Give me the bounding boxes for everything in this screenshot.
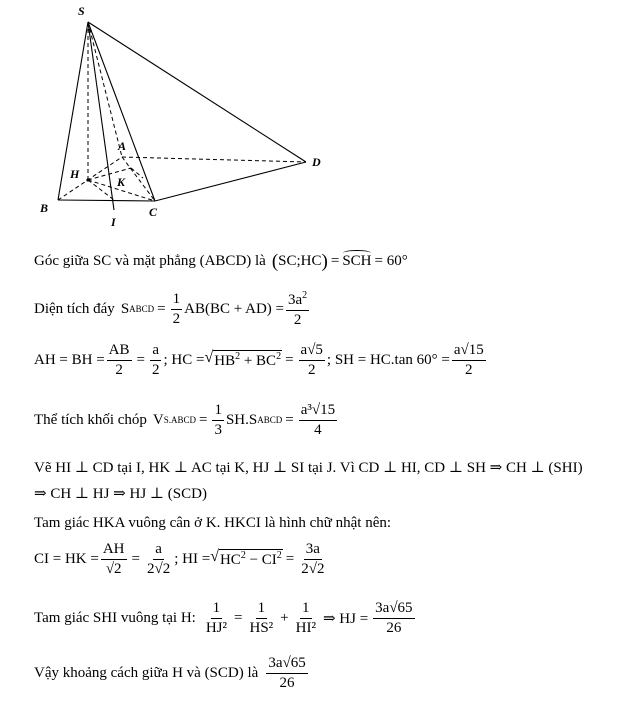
angle-value: = 60° <box>374 253 408 269</box>
segment-SI <box>88 22 114 210</box>
frac-ah-root2: $\frac{AH}{√2}$ <box>102 541 125 577</box>
frac-sh-value: $\frac{a√15}{2}$ <box>453 342 484 378</box>
frac-third: $\frac{1}{3}$ <box>214 402 222 438</box>
frac-volume-result: $\frac{\text{a³√15}}{4}$ <box>300 402 336 438</box>
frac-hj-value: $\frac{3a√65}{26}$ <box>375 600 413 636</box>
label-I: I <box>111 215 116 229</box>
label-B: B <box>40 201 49 215</box>
line-implication: ⇒ CH ⊥ HJ ⇒ HJ ⊥ (SCD) <box>34 486 207 502</box>
line-ci-hi: CI = HK = $\frac{AH}{√2}$ = $\frac{a}{2√2}$ ; HI = √ $HC^2 - CI^2$ = $\frac{3a}{2√2}$ <box>34 541 325 577</box>
volume-text: Thể tích khối chóp <box>34 411 147 428</box>
line-volume: Thể tích khối chóp V S.ABCD = $\frac{1}{3}$ SH.S ABCD = $\frac{\text{a³√15}}{4}$ <box>34 402 336 438</box>
frac-a-2root2: $\frac{a}{2√2}$ <box>146 541 171 577</box>
line-lengths: AH = BH = $\frac{AB}{2}$ = $\frac{a}{2}$ ; HC = √ $HB^2 + BC^2$ = $\frac{a√5}{2}$ ; SH = HC.tan 60° = $\frac{a√15}{2}$ <box>34 342 484 378</box>
frac-hi-value: $\frac{3a}{2√2}$ <box>301 541 325 577</box>
frac-1-hi2: $\frac{1}{\text{HI²}}$ <box>295 600 316 636</box>
frac-hc-value: $\frac{a√5}{2}$ <box>300 342 323 378</box>
line-angle: Góc giữa SC và mặt phẳng (ABCD) là ( SC;HC ) = SCH = 60° <box>34 251 408 272</box>
label-K: K <box>117 175 126 189</box>
line-rectangle: Tam giác HKA vuông cân ở K. HKCI là hình chữ nhật nên: <box>34 515 392 531</box>
edge-AB <box>58 157 122 200</box>
edge-AD <box>122 157 306 162</box>
area-expr: AB(BC + AD) = <box>184 300 284 317</box>
pyramid-figure <box>0 0 360 235</box>
line-hj: Tam giác SHI vuông tại H: $\frac{1}{\text{HJ²}}$ = $\frac{1}{\text{HS²}}$ + $\frac{1}{\text{HI²}}$ ⇒ HJ = $\frac{3a√65}{26}$ <box>34 600 413 636</box>
frac-ab-2: $\frac{AB}{2}$ <box>108 342 130 378</box>
frac-final-distance: $\frac{3a√65}{26}$ <box>268 655 306 691</box>
angle-lines: SC;HC <box>278 253 322 269</box>
frac-area-result: $\frac{3a^2}{2}$ <box>287 290 308 328</box>
area-text: Diện tích đáy <box>34 300 115 317</box>
radical-hc: √ $HB^2 + BC^2$ <box>204 348 282 369</box>
angle-text: Góc giữa SC và mặt phẳng (ABCD) là <box>34 253 266 269</box>
edge-BC <box>58 200 155 201</box>
radical-hi: √ $HC^2 - CI^2$ <box>210 547 282 568</box>
line-conclusion: Vậy khoảng cách giữa H và (SCD) là $\frac{3a√65}{26}$ <box>34 655 306 691</box>
frac-a-2: $\frac{a}{2}$ <box>151 342 160 378</box>
label-A: A <box>118 139 127 153</box>
label-D: D <box>312 155 321 169</box>
point-H <box>86 178 89 181</box>
edge-CD <box>155 162 306 201</box>
frac-1-hs2: $\frac{1}{\text{HS²}}$ <box>249 600 274 636</box>
segment-AC <box>122 157 155 201</box>
line-construction: Vẽ HI ⊥ CD tại I, HK ⊥ AC tại K, HJ ⊥ SI tại J. Vì CD ⊥ HI, CD ⊥ SH ⇒ CH ⊥ (SHI) <box>34 460 583 476</box>
label-C: C <box>149 205 158 219</box>
frac-1-hj2: $\frac{1}{\text{HJ²}}$ <box>205 600 228 636</box>
label-H: H <box>70 167 80 181</box>
angle-sch: SCH <box>342 253 372 269</box>
label-S: S <box>78 4 85 18</box>
frac-half: $\frac{1}{2}$ <box>172 291 181 327</box>
edge-SA <box>88 22 122 157</box>
line-base-area: Diện tích đáy S ABCD = $\frac{1}{2}$ AB(BC + AD) = $\frac{3a^2}{2}$ <box>34 290 308 328</box>
